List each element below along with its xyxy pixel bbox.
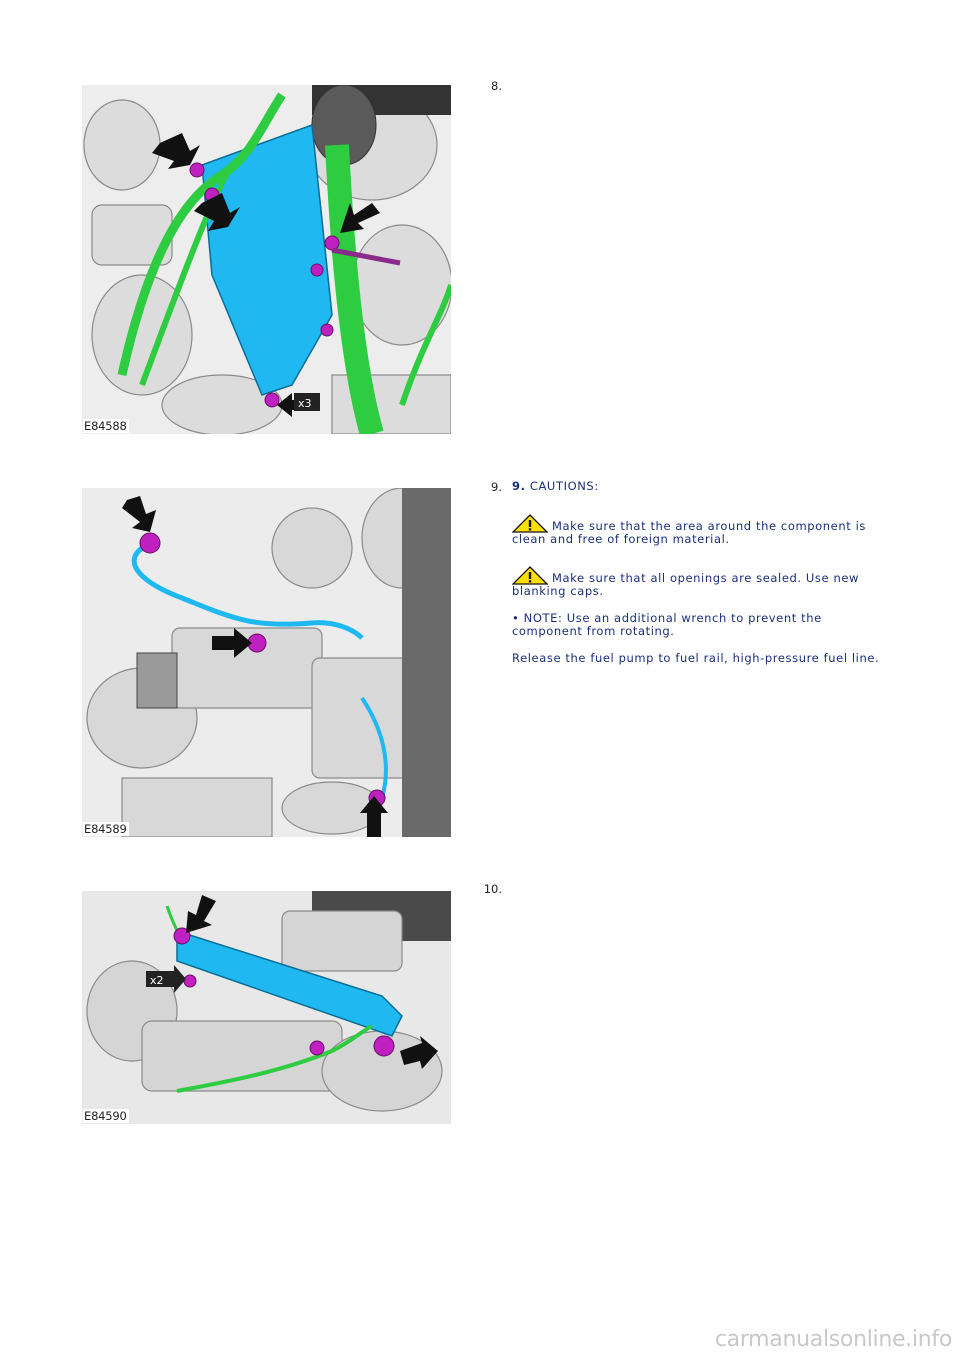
illustration-step-9 — [82, 488, 451, 837]
figure-callout-x2: x2 — [150, 974, 164, 987]
illustration-step-10 — [82, 891, 451, 1124]
step-9-text — [512, 480, 892, 678]
engine-drawing-fuel-rail — [82, 891, 451, 1124]
engine-drawing-high-pressure-line — [82, 488, 451, 837]
figure-id-label: E84588 — [84, 419, 127, 433]
figure-id-label: E84590 — [84, 1109, 127, 1123]
warning-triangle-icon — [512, 566, 548, 585]
caution-1: Make sure that the area around the component is clean and free of foreign material. — [512, 514, 892, 547]
cautions-heading: 9. CAUTIONS: — [512, 479, 599, 493]
instruction-text: Release the fuel pump to fuel rail, high-pressure fuel line. — [512, 650, 880, 665]
figure-callout-x3: x3 — [298, 397, 312, 410]
figure-id-label: E84589 — [84, 822, 127, 836]
step-9-number: 9. — [491, 480, 502, 494]
engine-drawing-fuel-lines — [82, 85, 451, 434]
step-10-number: 10. — [483, 882, 502, 896]
watermark-text: carmanualsonline.info — [714, 1327, 952, 1352]
caution-2: Make sure that all openings are sealed. Use new blanking caps. — [512, 566, 892, 599]
illustration-step-8 — [82, 85, 451, 434]
warning-triangle-icon — [512, 514, 548, 533]
step-8-number: 8. — [491, 79, 502, 93]
note-text: • NOTE: Use an additional wrench to prevent the component from rotating. — [512, 610, 822, 638]
